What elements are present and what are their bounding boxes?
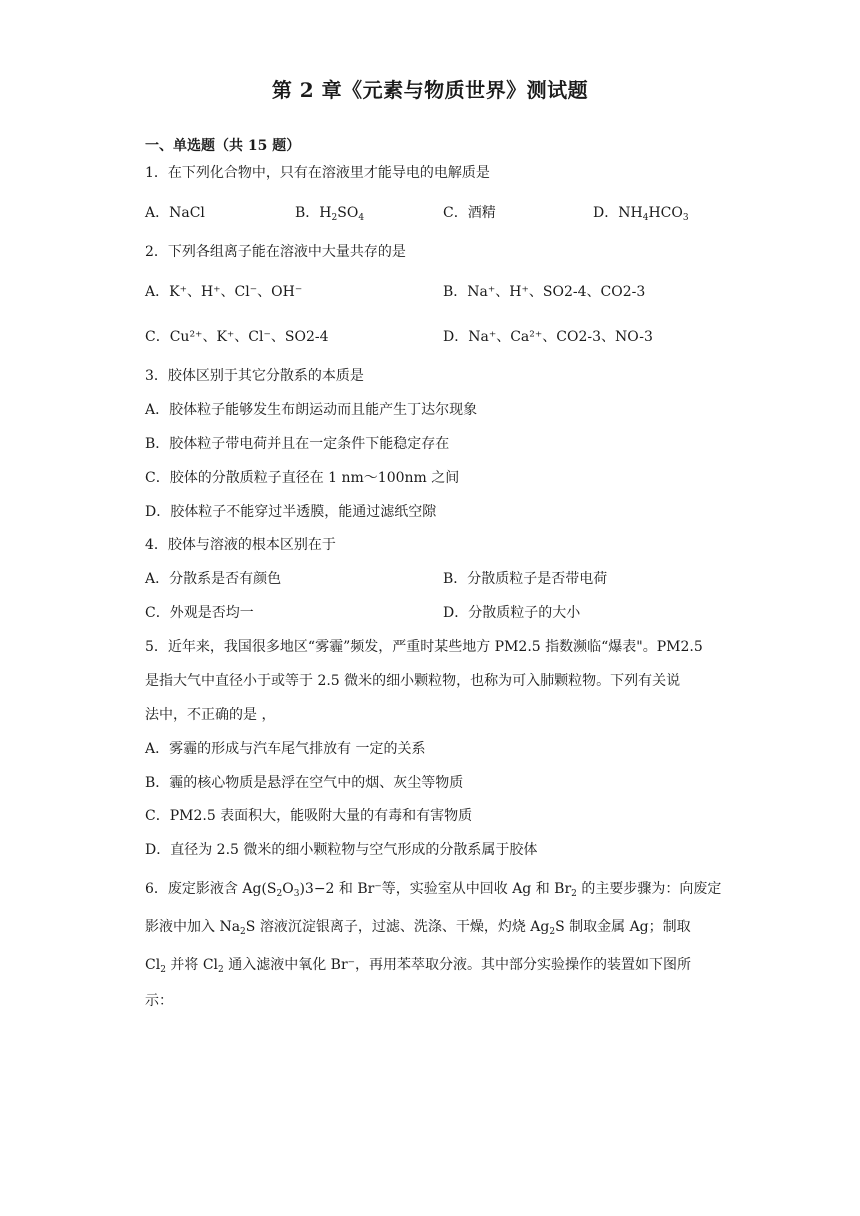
question-3-stem: 3．胶体区别于其它分散系的本质是 xyxy=(145,368,364,384)
question-5-line-2: 是指大气中直径小于或等于 2.5 微米的细小颗粒物，也称为可入肺颗粒物。下列有关说 xyxy=(145,673,681,689)
q3-option-a: A．胶体粒子能够发生布朗运动而且能产生丁达尔现象 xyxy=(145,402,478,418)
question-5-line-3: 法中，不正确的是 ， xyxy=(145,707,276,723)
q5-option-b: B．霾的核心物质是悬浮在空气中的烟、灰尘等物质 xyxy=(145,775,464,791)
q5-option-c: C．PM2.5 表面积大，能吸附大量的有毒和有害物质 xyxy=(145,808,473,824)
q2-option-d: D．Na⁺、Ca²⁺、CO2-3、NO-3 xyxy=(443,329,653,345)
q1-option-d: D．$NH_4HCO_3$ xyxy=(593,205,689,223)
q3-option-b: B．胶体粒子带电荷并且在一定条件下能稳定存在 xyxy=(145,436,450,452)
q5-option-d: D．直径为 2.5 微米的细小颗粒物与空气形成的分散系属于胶体 xyxy=(145,842,538,858)
question-4-stem: 4．胶体与溶液的根本区别在于 xyxy=(145,537,336,553)
q1-option-c: C．酒精 xyxy=(443,205,496,221)
q3-option-d: D．胶体粒子不能穿过半透膜，能通过滤纸空隙 xyxy=(145,504,437,520)
question-6-line-1: 6．废定影液含 $Ag(S_2O_3)3-2$ 和 Br⁻等，实验室从中回收 Ag 和 $Br_2$ 的主要步骤为：向废定 xyxy=(145,881,722,899)
q2-option-c: C．Cu²⁺、K⁺、Cl⁻、SO2-4 xyxy=(145,329,329,345)
page-title: 第 2 章《元素与物质世界》测试题 xyxy=(271,78,589,102)
question-6-line-2: 影液中加入 $Na_2S$ 溶液沉淀银离子，过滤、洗涤、干燥，灼烧 $Ag_2S$ 制取金属 Ag；制取 xyxy=(145,919,691,937)
question-6-line-3: $Cl_2$ 并将 $Cl_2$ 通入滤液中氧化 Br⁻，再用苯萃取分液。其中部分实验操作的装置如下图所 xyxy=(145,957,692,975)
question-6-line-4: 示： xyxy=(145,993,173,1009)
section-heading: 一、单选题（共 15 题） xyxy=(145,138,301,154)
q4-option-d: D．分散质粒子的大小 xyxy=(443,605,581,621)
q4-option-c: C．外观是否均一 xyxy=(145,605,254,621)
q4-option-a: A．分散系是否有颜色 xyxy=(145,571,282,587)
q1-option-b: B．$H_2SO_4$ xyxy=(295,205,365,223)
q2-option-b: B．Na⁺、H⁺、SO2-4、CO2-3 xyxy=(443,284,646,300)
q2-option-a: A．K⁺、H⁺、Cl⁻、OH⁻ xyxy=(145,284,303,300)
question-1-stem: 1．在下列化合物中，只有在溶液里才能导电的电解质是 xyxy=(145,165,490,181)
question-2-stem: 2．下列各组离子能在溶液中大量共存的是 xyxy=(145,244,406,260)
q5-option-a: A．雾霾的形成与汽车尾气排放有 一定的关系 xyxy=(145,741,426,757)
q4-option-b: B．分散质粒子是否带电荷 xyxy=(443,571,608,587)
q1-option-a: A．NaCl xyxy=(145,205,205,221)
q3-option-c: C．胶体的分散质粒子直径在 1 nm～100nm 之间 xyxy=(145,470,460,486)
question-5-line-1: 5．近年来，我国很多地区“雾霾”频发，严重时某些地方 PM2.5 指数濒临“爆表"。PM2.5 xyxy=(145,639,703,655)
